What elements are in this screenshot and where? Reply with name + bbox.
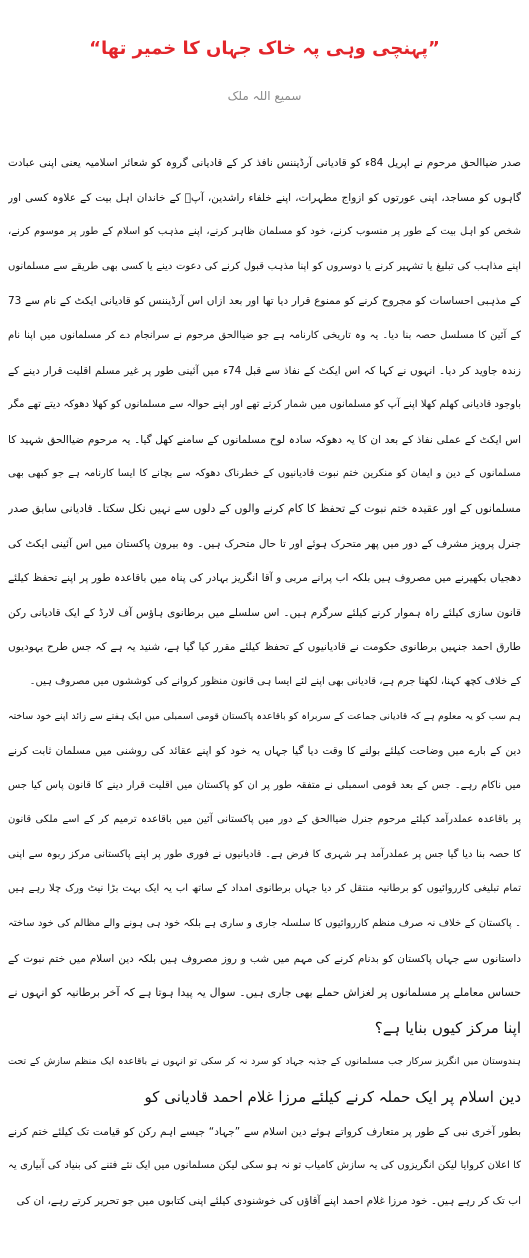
paragraph-line: اپنے مذاہب کی تبلیغ یا تشہیر کرنے یا دوسروں کو اپنا مذہب قبول کرنے کی دعوت دینے یا کسی بھی طریقے سے مسلمانوں: [8, 260, 521, 272]
paragraph-line: کے مذہبی احساسات کو مجروح کرنے کو ممنوع قرار دیا تھا اور بعد ازاں اس آرڈیننس کو قادیانی ایکٹ کے نام سے 73: [8, 295, 521, 308]
paragraph-line: مسلمانوں کے اور عقیدہ ختم نبوت کے تحفظ کا کام کرنے والوں کے دلوں سے نہیں نکل سکتا۔ قادیانی سابق صدر: [8, 501, 521, 515]
paragraph-line: پر باقاعدہ عملدرآمد کیلئے مرحوم جنرل ضیاالحق کے دور میں پاکستانی آئین میں باقاعدہ ترمیم کر کے اسے ملکی قانون: [8, 814, 521, 826]
paragraph-line: جنرل پرویز مشرف کے دور میں پھر متحرک ہوئے اور تا حال متحرک ہیں۔ وہ بیرون پاکستان میں اس آئینی ایکٹ کی: [8, 537, 521, 550]
article-paragraph: [8, 1045, 521, 1114]
article-headline: ”پہنچی وہی پہ خاک جہاں کا خمیر تھا“: [89, 38, 440, 59]
paragraph-line: ہندوستان میں انگریز سرکار جب مسلمانوں کے جذبہ جہاد کو سرد نہ کر سکی تو انہوں نے باقاعدہ ایک منظم سازش کے تحت: [8, 1056, 521, 1068]
paragraph-line: باوجود قادیانی کھلم کھلا اپنے آپ کو مسلمانوں میں شمار کرتے تھے اور اپنے حوالہ سے مسلمانوں کو کھلا دھوکہ دیتے تھے مگر: [8, 399, 521, 411]
paragraph-line: داستانوں سے جہاں پاکستان کو بدنام کرنے کی مہم میں شب و روز مصروف ہیں بلکہ دین اسلام میں ختم نبوت کے: [8, 952, 521, 965]
paragraph-line: طارق احمد جنہیں برطانوی حکومت نے قادیانیوں کے تحفظ کیلئے مقرر کیا گیا ہے، شنید یہ ہے کہ جس طرح یہودیوں: [8, 641, 521, 654]
paragraph-line: شخص کو اہل بیت کے طور پر منسوب کرنے، خود کو مسلمان ظاہر کرنے، اپنے مذہب کو اسلام کے طور پر موسوم کرنے،: [8, 226, 521, 238]
paragraph-line: کے آئین کا مسلسل حصہ بنا دیا۔ یہ وہ تاریخی کارنامہ ہے جو ضیاالحق مرحوم نے سرانجام دے کر مسلمانوں میں اپنا نام: [8, 329, 521, 341]
paragraph-line: دین اسلام پر ایک حملہ کرنے کیلئے مرزا غلام احمد قادیانی کو: [144, 1088, 521, 1107]
paragraph-line: بطور آخری نبی کے طور پر متعارف کرواتے ہوئے دین اسلام سے ”جہاد“ جیسے اہم رکن کو قیامت تک کیلئے ختم کرنے: [8, 1125, 521, 1138]
article-paragraph: [8, 700, 521, 1046]
paragraph-line: ہم سب کو یہ معلوم ہے کہ قادیانی جماعت کے سربراہ کو باقاعدہ پاکستان قومی اسمبلی میں ایک ہفتے سے زائد اپنے خود ساختہ: [8, 710, 521, 722]
author-byline: سمیع اللہ ملک: [227, 89, 302, 103]
paragraph-line: کے خلاف کچھ کہنا، لکھنا جرم ہے، قادیانی بھی اپنے لئے ایسا ہی قانون منظور کروانے کی کوششوں میں مصروف ہیں۔: [29, 675, 521, 687]
paragraph-line: قانون سازی کیلئے راہ ہموار کرنے کیلئے سرگرم ہیں۔ اس سلسلے میں برطانوی ہاؤس آف لارڈ کے ایک قادیانی رکن: [8, 606, 521, 619]
paragraph-line: دین کے بارے میں وضاحت کیلئے بولنے کا وقت دیا گیا جہاں یہ خود کو اپنے عقائد کی روشنی میں مسلمان ثابت کرنے: [8, 745, 521, 758]
paragraph-line: کا اعلان کروایا لیکن انگریزوں کی یہ سازش کامیاب تو نہ ہو سکی لیکن مسلمانوں میں ایک نئے فتنے کی بنیاد کی آبیاری یہ: [8, 1160, 521, 1172]
paragraph-line: دھجیاں بکھیرنے میں مصروف ہیں بلکہ اب پرانے مربی و آقا انگریز بہادر کی پناہ میں باقاعدہ طور پر اپنے تحفظ کیلئے: [8, 572, 521, 585]
paragraph-line: زندہ جاوید کر دیا۔ انہوں نے کہا کہ اس ایکٹ کے نفاذ سے قبل 74ء میں آئینی طور پر غیر مسلم اقلیت قرار دینے کے: [8, 364, 521, 377]
paragraph-line: میں ناکام رہے۔ جس کے بعد قومی اسمبلی نے متفقہ طور پر ان کو پاکستان میں اقلیت قرار دینے کا قانون پاس کیا جس: [8, 779, 521, 791]
article-body: [8, 146, 521, 1218]
article-paragraph: [8, 146, 521, 700]
paragraph-line: اب تک کر رہے ہیں۔ خود مرزا غلام احمد اپنے آقاؤں کی خوشنودی کیلئے اپنی کتابوں میں جو تحریر کرتے رہے، ان کی: [16, 1194, 521, 1207]
article-paragraph: [8, 1115, 521, 1219]
paragraph-line: حساس معاملے پر مسلمانوں پر لغزاش حملے بھی جاری ہیں۔ سوال یہ پیدا ہوتا ہے کہ آخر برطانیہ کو انہوں نے: [8, 986, 521, 1000]
paragraph-line: صدر ضیاالحق مرحوم نے اپریل 84ء کو قادیانی آرڈیننس نافذ کر کے قادیانی گروہ کو شعائر اسلامیہ یعنی اپنی عبادت: [8, 157, 521, 169]
paragraph-line: مسلمانوں کے دین و ایمان کو منکرین ختم نبوت قادیانیوں کے خطرناک دھوکہ سے بچانے کا ایسا کارنامہ ہے جو کبھی بھی: [8, 468, 521, 480]
paragraph-line: کا حصہ بنا دیا گیا جس پر عملدرآمد ہر شہری کا فرض ہے۔ قادیانیوں نے فوری طور پر اپنے پاکستانی مرکز ربوہ سے اپنی: [8, 848, 521, 860]
paragraph-line: ۔ پاکستان کے خلاف نہ صرف منظم کارروائیوں کا سلسلہ جاری و ساری ہے بلکہ خود ہی ہونے والے مظالم کی خود ساختہ: [8, 918, 521, 930]
paragraph-line: اپنا مرکز کیوں بنایا ہے؟: [374, 1018, 521, 1037]
paragraph-line: تمام تبلیغی کارروائیوں کو برطانیہ منتقل کر دیا جہاں برطانوی امداد کے ساتھ اب یہ ایک بہت بڑا نیٹ ورک چلا رہے ہیں: [8, 883, 521, 895]
paragraph-line: اس ایکٹ کے عملی نفاذ کے بعد ان کا یہ دھوکہ سادہ لوح مسلمانوں کے سامنے کھل گیا۔ یہ مرحوم ضیاالحق شہید کا: [8, 433, 521, 446]
paragraph-line: گاہوں کو مساجد، اپنی عورتوں کو ازواج مطہرات، اپنے خلفاء راشدین، آپؐ کے خاندان اہل بیت کے علاوہ کسی اور: [8, 191, 521, 204]
